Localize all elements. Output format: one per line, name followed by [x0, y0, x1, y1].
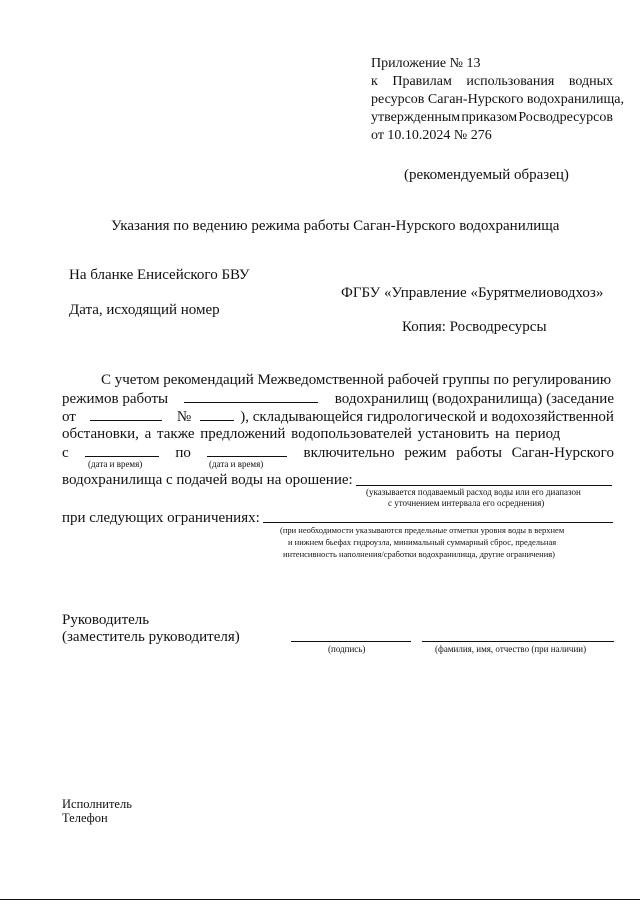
- hint-date-to: (дата и время): [209, 459, 264, 469]
- letterhead-date: Дата, исходящий номер: [69, 302, 220, 318]
- hint-flow-2: с уточнением интервала его осреднения): [388, 498, 545, 508]
- appendix-resources-line: ресурсов Саган-Нурского водохранилища,: [371, 92, 624, 107]
- body-line-6: водохранилища с подачей воды на орошение:: [62, 472, 353, 488]
- blank-signature: [291, 641, 411, 642]
- hint-full-name: (фамилия, имя, отчество (при наличии): [435, 644, 587, 654]
- recipient-copy: Копия: Росводресурсы: [402, 319, 547, 335]
- body-text: режимов работы: [62, 391, 169, 407]
- body-line-3: [62, 407, 614, 426]
- hint-signature: (подпись): [328, 644, 366, 654]
- blank-limits: [263, 522, 613, 523]
- body-text: от: [62, 409, 76, 425]
- body-text: по: [175, 445, 191, 461]
- blank-period-to: [207, 443, 287, 457]
- appendix-word: утвержденным: [371, 110, 461, 125]
- hint-date-from: (дата и время): [88, 459, 143, 469]
- scan-edge: [0, 899, 640, 900]
- appendix-word: Правилам: [392, 74, 452, 89]
- recipient-to: ФГБУ «Управление «Бурятмелиоводхоз»: [341, 285, 604, 301]
- appendix-order-date: от 10.10.2024 № 276: [371, 128, 492, 143]
- body-text: включительно режим работы Саган-Нурского: [303, 445, 614, 461]
- signature-head: Руководитель: [62, 612, 150, 628]
- blank-reservoir-operation: [184, 389, 318, 403]
- appendix-word: водных: [568, 74, 613, 89]
- body-line-7: при следующих ограничениях:: [62, 510, 260, 526]
- body-line-4: [62, 425, 614, 443]
- body-line-2: [62, 389, 614, 408]
- document-title: Указания по ведению режима работы Саган-Нурского водохранилища: [111, 218, 560, 234]
- blank-meeting-date: [90, 407, 162, 421]
- appendix-word: Росводресурсов: [518, 110, 613, 125]
- appendix-approved-line: [371, 109, 613, 127]
- signature-deputy: (заместитель руководителя): [62, 629, 240, 645]
- body-text: №: [176, 409, 192, 425]
- footer-phone: Телефон: [62, 811, 108, 825]
- hint-flow-1: (указывается подаваемый расход воды или его диапазон: [366, 487, 581, 497]
- appendix-rules-line: [371, 73, 613, 91]
- footer-executor: Исполнитель: [62, 797, 132, 811]
- letterhead-blank: На бланке Енисейского БВУ: [69, 267, 250, 283]
- blank-meeting-number: [200, 407, 234, 421]
- sample-note: (рекомендуемый образец): [404, 167, 569, 183]
- body-line-1: С учетом рекомендаций Межведомственной рабочей группы по регулированию: [101, 372, 612, 388]
- body-text: ), складывающейся гидрологической и водохозяйственной: [240, 409, 614, 425]
- blank-period-from: [85, 443, 159, 457]
- blank-full-name: [422, 641, 614, 642]
- appendix-word: использования: [466, 74, 555, 89]
- appendix-number: Приложение № 13: [371, 56, 481, 71]
- body-line-5: [62, 443, 614, 462]
- body-text: обстановки, а также предложений водопользователей установить на период: [62, 426, 561, 442]
- appendix-word: к: [371, 74, 378, 89]
- hint-limits-2: и нижнем бьефах гидроузла, минимальный суммарный сброс, предельная: [288, 537, 557, 547]
- hint-limits-1: (при необходимости указываются предельные отметки уровня воды в верхнем: [280, 525, 565, 535]
- body-text: водохранилищ (водохранилища) (заседание: [334, 391, 614, 407]
- appendix-word: приказом: [461, 110, 518, 125]
- hint-limits-3: интенсивность наполнения/сработки водохранилища, другие ограничения): [283, 549, 556, 559]
- body-text: с: [62, 445, 69, 461]
- blank-water-supply: [356, 485, 612, 486]
